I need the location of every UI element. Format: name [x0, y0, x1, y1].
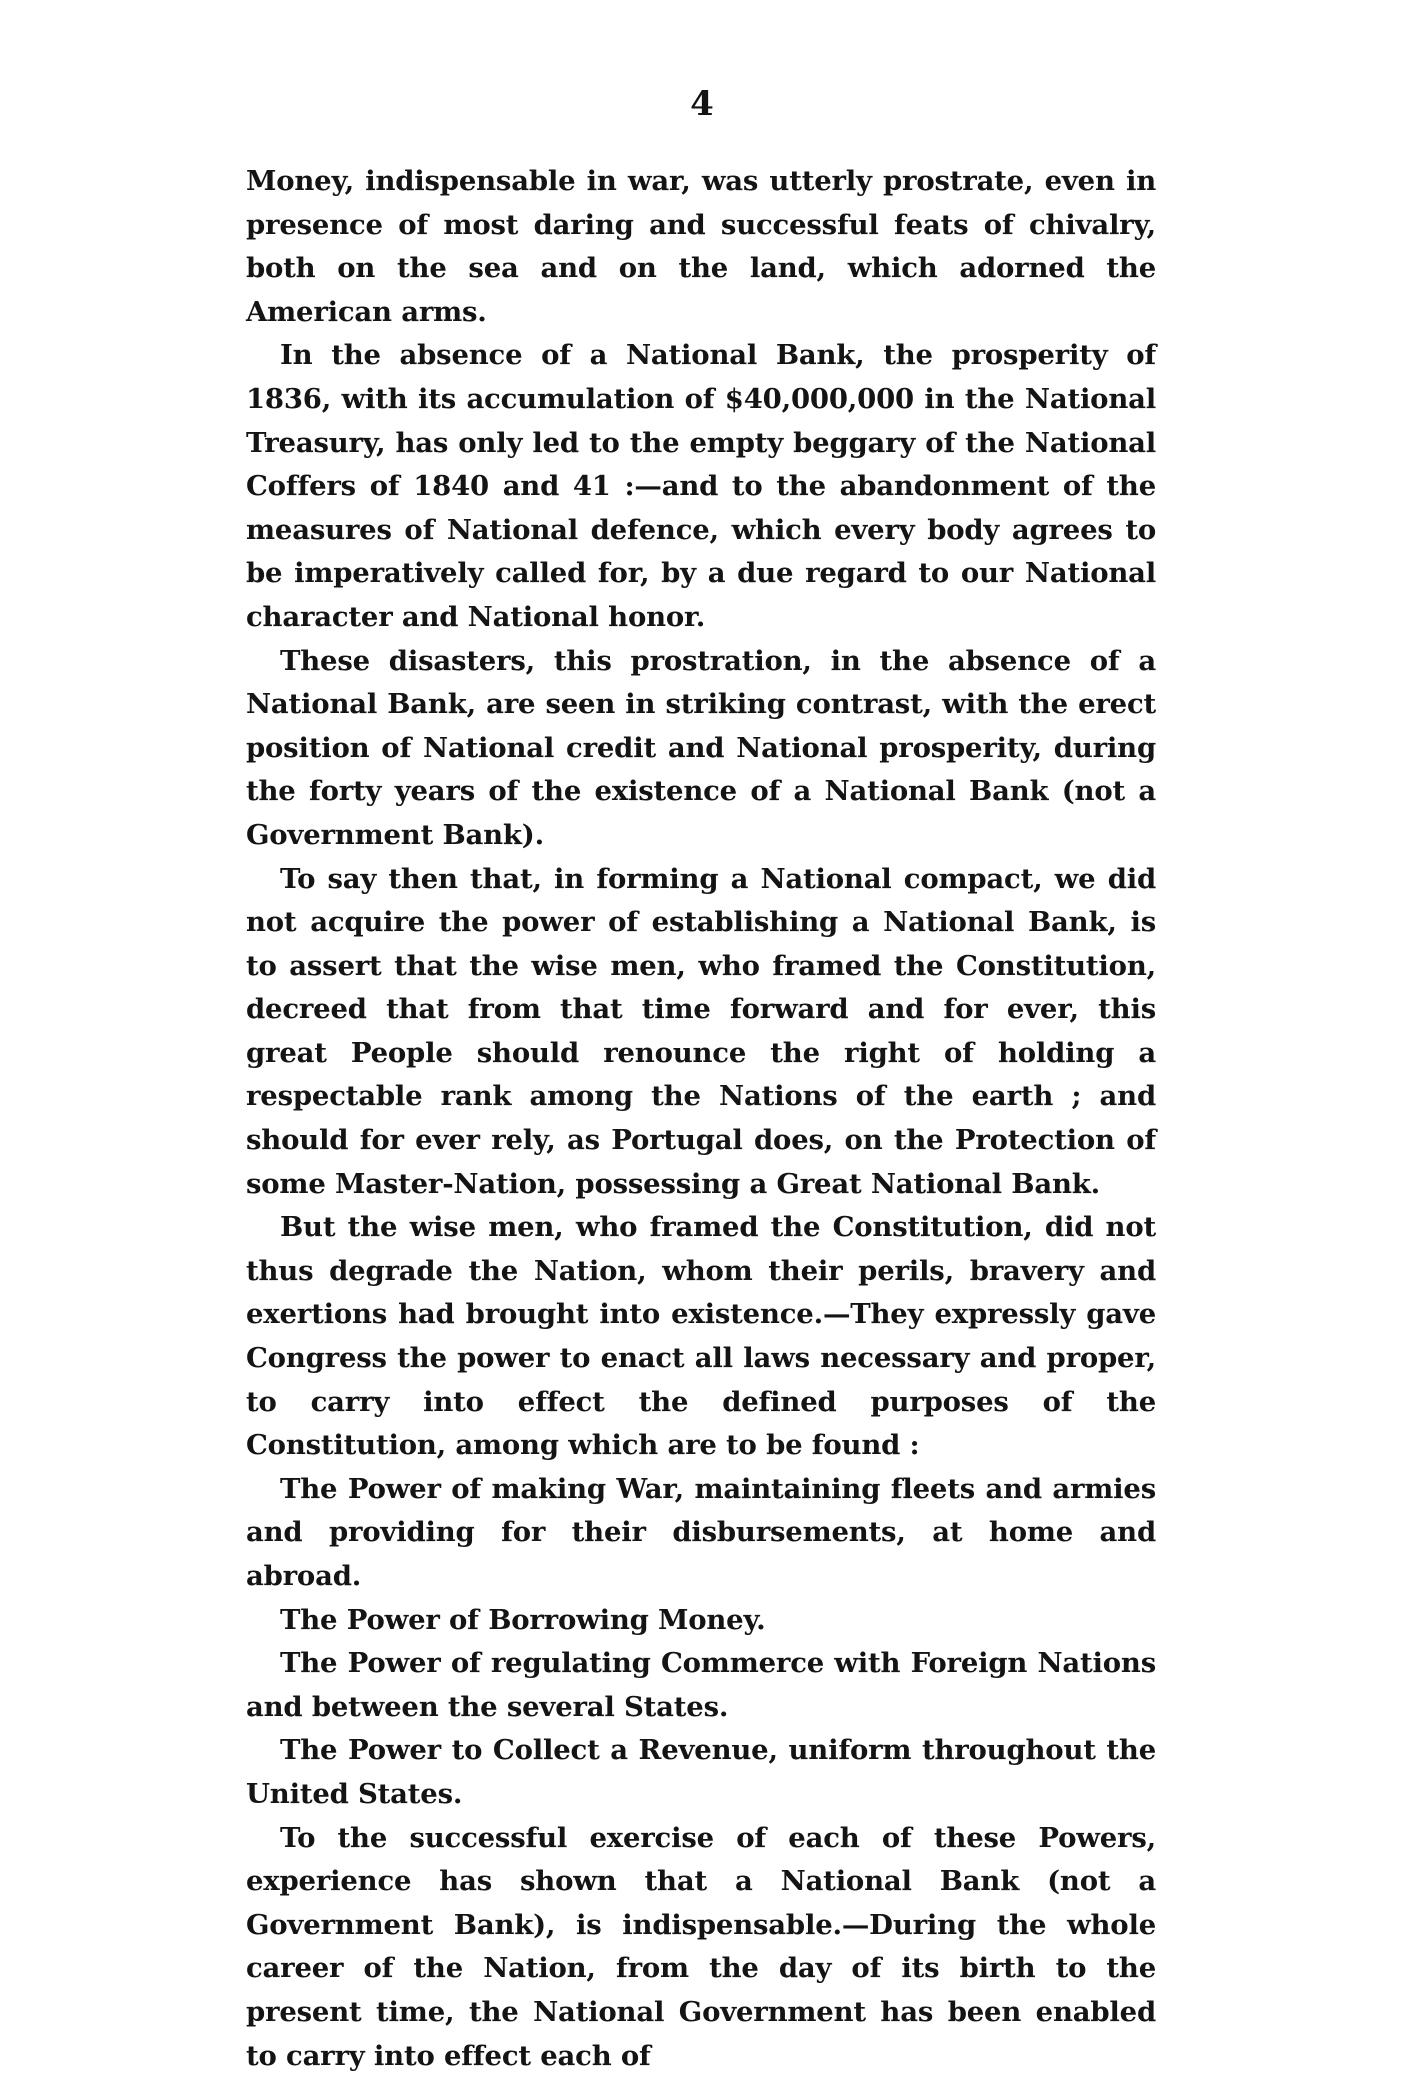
paragraph-2: In the absence of a National Bank, the prosperity of 1836, with its accumulation of $40,000,000 in the National Treasury, has only led to the empty beggary of the National Coffers of 1840 and 41 :—and to the abandonment of the measures of National defence, which every body agrees to be imperatively called for, by a due regard to our National character and National honor.	[246, 339, 1156, 633]
paragraph-3: These disasters, this prostration, in the absence of a National Bank, are seen in striking contrast, with the erect position of National credit and National prosperity, during the forty years of the existence of a National Bank (not a Government Bank).	[246, 644, 1156, 851]
paragraph-9: The Power to Collect a Revenue, uniform throughout the United States.	[246, 1734, 1156, 1810]
paragraph-5: But the wise men, who framed the Constitution, did not thus degrade the Nation, whom their perils, bravery and exertions had brought into existence.—They expressly gave Congress the power to enact all laws necessary and proper, to carry into effect the defined purposes of the Constitution, among which are to be found :	[246, 1211, 1156, 1462]
paragraph-4: To say then that, in forming a National compact, we did not acquire the power of establishing a National Bank, is to assert that the wise men, who framed the Constitution, decreed that from that time forward and for ever, this great People should renounce the right of holding a respectable rank among the Nations of the earth ; and should for ever rely, as Portugal does, on the Protection of some Master-Nation, possessing a Great National Bank.	[246, 862, 1156, 1200]
paragraph-10: To the successful exercise of each of these Powers, experience has shown that a National Bank (not a Government Bank), is indispensable.—During the whole career of the Nation, from the day of its birth to the present time, the National Government has been enabled to carry into effect each of	[246, 1821, 1156, 2072]
paragraph-1: Money, indispensable in war, was utterly prostrate, even in presence of most daring and successful feats of chivalry, both on the sea and on the land, which adorned the American arms.	[246, 165, 1156, 328]
body-text	[246, 160, 1156, 2078]
paragraph-7: The Power of Borrowing Money.	[280, 1603, 766, 1636]
paragraph-6: The Power of making War, maintaining fleets and armies and providing for their disbursements, at home and abroad.	[246, 1472, 1156, 1592]
paragraph-8: The Power of regulating Commerce with Foreign Nations and between the several States.	[246, 1647, 1156, 1723]
page-number: 4	[690, 84, 714, 124]
